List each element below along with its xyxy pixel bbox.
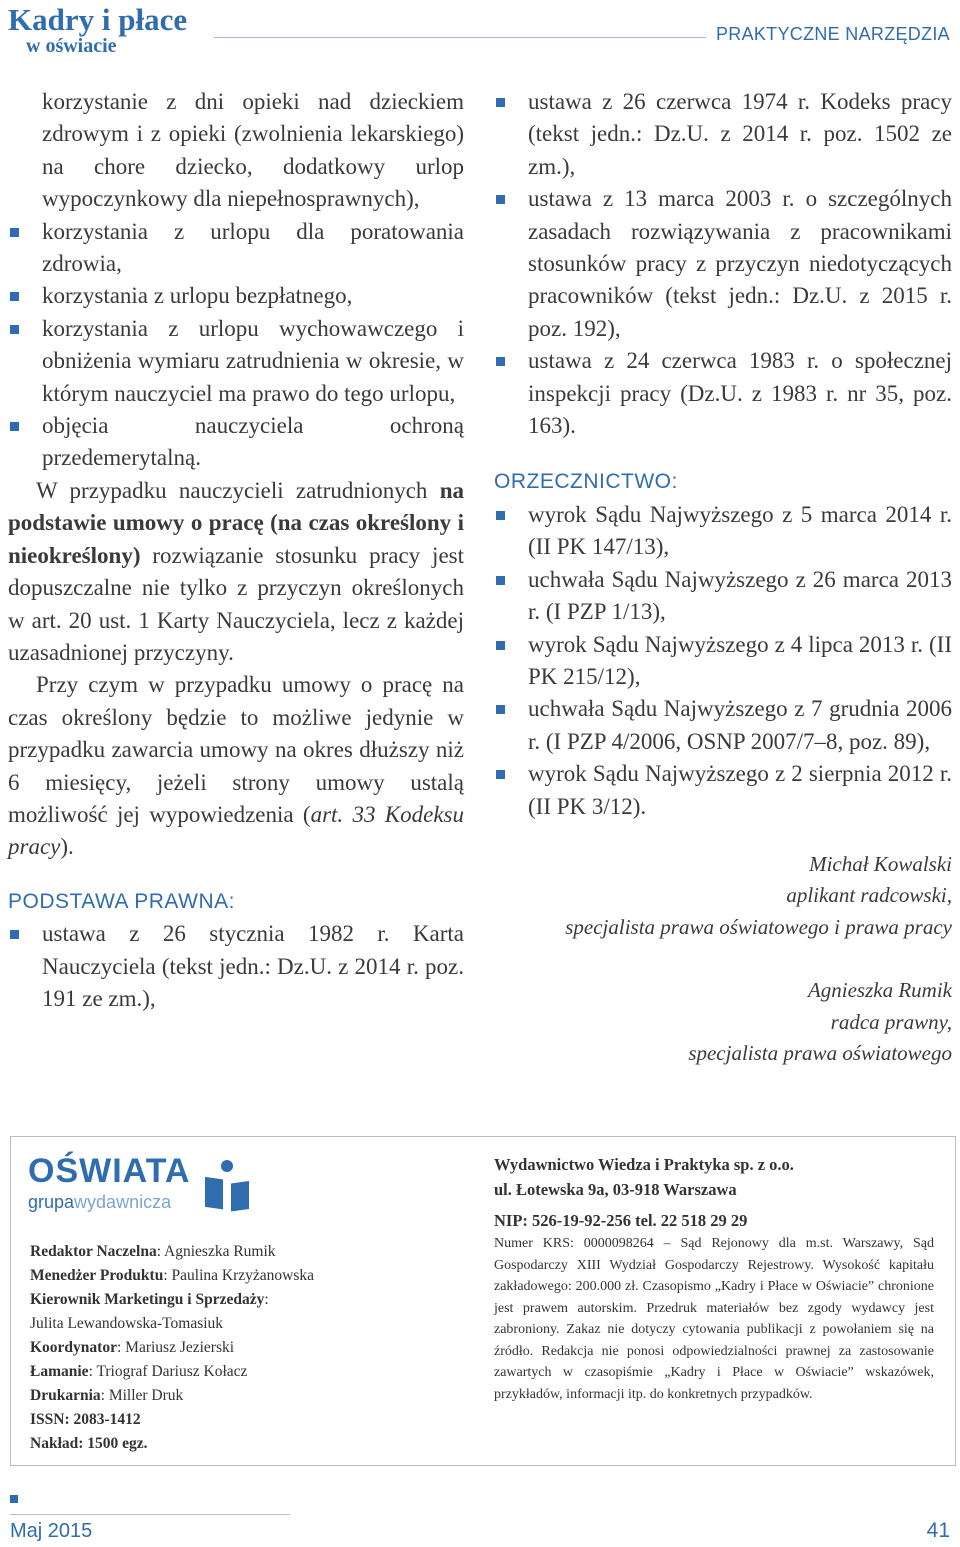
case-law-heading: ORZECZNICTWO:	[494, 470, 678, 494]
author-title: aplikant radcowski,	[786, 883, 952, 908]
author-name: Michał Kowalski	[809, 851, 952, 876]
publisher-name: Wydawnictwo Wiedza i Praktyka sp. z o.o.	[494, 1155, 794, 1174]
credit-line: Kierownik Marketingu i Sprzedaży:	[30, 1291, 269, 1308]
header-divider	[214, 37, 706, 38]
list-item: ustawa z 24 czerwca 1983 r. o społecznej inspekcji pracy (Dz.U. z 1983 r. nr 35, poz. 163).	[494, 345, 952, 442]
credit-value: Mariusz Jezierski	[125, 1339, 235, 1356]
credit-value: Miller Druk	[108, 1387, 184, 1404]
list-item: uchwała Sądu Najwyższego z 26 marca 2013 r. (I PZP 1/13),	[494, 564, 952, 629]
logo-wordmark: OŚWIATA	[28, 1152, 191, 1190]
credit-value: Paulina Krzyżanowska	[171, 1267, 314, 1284]
paragraph-text: ).	[60, 834, 74, 860]
issue-date: Maj 2015	[10, 1520, 93, 1542]
list-item: uchwała Sądu Najwyższego z 7 grudnia 2006 r. (I PZP 4/2006, OSNP 2007/7–8, poz. 89),	[494, 693, 952, 758]
paragraph-bold-text: na podstawie umowy o pracę (na czas określony i nieokreślony)	[8, 477, 464, 568]
credit-line: Drukarnia: Miller Druk	[30, 1387, 184, 1404]
author-name: Agnieszka Rumik	[807, 978, 952, 1003]
logo-subtitle-part: wydawnicza	[74, 1192, 172, 1212]
list-item: korzystania z urlopu wychowawczego i obniżenia wymiaru zatrudnienia w okresie, w którym nauczyciel ma prawo do tego urlopu,	[8, 313, 464, 410]
credit-value: Julita Lewandowska-Tomasiuk	[30, 1315, 224, 1332]
list-item: wyrok Sądu Najwyższego z 2 sierpnia 2012 r. (II PK 3/12).	[494, 758, 952, 823]
credit-label: Menedżer Produktu	[30, 1267, 164, 1284]
publisher-info	[494, 1152, 934, 1405]
paragraph-italic-text: art. 33 Kodeksu pracy	[8, 801, 464, 860]
credit-line	[30, 1312, 460, 1336]
author-title: specjalista prawa oświatowego	[688, 1041, 952, 1066]
footer-marker	[10, 1495, 18, 1503]
credit-label: Redaktor Naczelna	[30, 1243, 157, 1260]
publisher-nip-phone: NIP: 526-19-92-256 tel. 22 518 29 29	[494, 1211, 748, 1230]
page-number: 41	[926, 1519, 950, 1542]
logo-subtitle-part: grupa	[28, 1192, 75, 1212]
list-item: ustawa z 26 stycznia 1982 r. Karta Nauczyciela (tekst jedn.: Dz.U. z 2014 r. poz. 191 ze zm.),	[8, 918, 464, 1015]
credit-line: Menedżer Produktu: Paulina Krzyżanowska	[30, 1267, 314, 1284]
list-item: ustawa z 13 marca 2003 r. o szczególnych zasadach rozwiązywania z pracownikami stosunków pracy z przyczyn niedotyczących pracowników (tekst jedn.: Dz.U. z 2015 r. poz. 192),	[494, 183, 952, 345]
list-item: wyrok Sądu Najwyższego z 5 marca 2014 r. (II PK 147/13),	[494, 499, 952, 564]
book-reader-icon	[199, 1156, 255, 1212]
author-title: radca prawny,	[830, 1009, 952, 1034]
credit-line: Redaktor Naczelna: Agnieszka Rumik	[30, 1243, 276, 1260]
section-tag: PRAKTYCZNE NARZĘDZIA	[715, 24, 950, 44]
logo-subtitle	[28, 1192, 191, 1212]
credit-line: Łamanie: Triograf Dariusz Kołacz	[30, 1363, 248, 1380]
publisher-logo	[28, 1152, 255, 1212]
paragraph	[8, 475, 464, 669]
right-column	[494, 86, 952, 1070]
publisher-legal-note: Numer KRS: 0000098264 – Sąd Rejonowy dla m.st. Warszawy, Sąd Gospodarczy XIII Wydział Gospodarczy Rejestrowy. Wysokość kapitału zakładowego: 200.000 zł. Czasopismo „Kadry i Płace w Oświacie” chronione jest prawem autorskim. Przedruk materiałów bez zgody wydawcy jest zabroniony. Zakaz nie dotyczy cytowania publikacji z powołaniem się na źródło. Redakcja nie ponosi odpowiedzialności prawnej za zastosowanie zawartych w czasopiśmie „Kadry i Płace w Oświacie” wskazówek, przykładów, informacji itp. do konkretnych przypadków.	[494, 1236, 934, 1402]
credit-line	[30, 1408, 460, 1432]
list-item: korzystania z urlopu dla poratowania zdrowia,	[8, 216, 464, 281]
list-item: korzystania z urlopu bezpłatnego,	[8, 280, 464, 312]
circulation: Nakład: 1500 egz.	[30, 1435, 148, 1452]
footer-divider	[10, 1514, 290, 1515]
credit-line	[30, 1432, 460, 1456]
publisher-address: ul. Łotewska 9a, 03-918 Warszawa	[494, 1180, 737, 1199]
credit-label: Koordynator	[30, 1339, 117, 1356]
brand-subtitle: w oświacie	[26, 35, 117, 57]
credit-label: Drukarnia	[30, 1387, 101, 1404]
legal-basis-heading: PODSTAWA PRAWNA:	[8, 889, 235, 913]
list-item: wyrok Sądu Najwyższego z 4 lipca 2013 r. (II PK 215/12),	[494, 629, 952, 694]
issn: ISSN: 2083-1412	[30, 1411, 141, 1428]
list-item: objęcia nauczyciela ochroną przedemerytalną.	[8, 410, 464, 475]
credit-label: Kierownik Marketingu i Sprzedaży	[30, 1291, 265, 1308]
paragraph	[8, 669, 464, 863]
paragraph-text: W przypadku nauczycieli zatrudnionych	[36, 477, 440, 503]
credit-value: Triograf Dariusz Kołacz	[96, 1363, 248, 1380]
brand-title: Kadry i płace	[8, 2, 188, 37]
author-signature	[494, 975, 952, 1070]
author-signature	[494, 849, 952, 944]
paragraph-text: Przy czym w przypadku umowy o pracę na czas określony będzie to możliwe jedynie w przypadku zawarcia umowy na okres dłuższy niż 6 miesięcy, jeżeli strony umowy ustalą możliwość jej wypowiedzenia (	[8, 672, 464, 827]
credit-value: Agnieszka Rumik	[164, 1243, 276, 1260]
list-item-continued: korzystanie z dni opieki nad dzieckiem zdrowym i z opieki (zwolnienia lekarskiego) na chore dziecko, dodatkowy urlop wypoczynkowy dla niepełnosprawnych),	[42, 89, 464, 212]
list-item: ustawa z 26 czerwca 1974 r. Kodeks pracy (tekst jedn.: Dz.U. z 2014 r. poz. 1502 ze zm.),	[494, 86, 952, 183]
paragraph-text: rozwiązanie stosunku pracy jest dopuszczalne nie tylko z przyczyn określonych w art. 20 ust. 1 Karty Nauczyciela, lecz z każdej uzasadnionej przyczyny.	[8, 542, 464, 665]
credit-label: Łamanie	[30, 1363, 89, 1380]
left-column	[8, 86, 464, 1015]
author-title: specjalista prawa oświatowego i prawa pracy	[565, 914, 952, 939]
editorial-credits	[30, 1240, 460, 1456]
credit-line: Koordynator: Mariusz Jezierski	[30, 1339, 235, 1356]
